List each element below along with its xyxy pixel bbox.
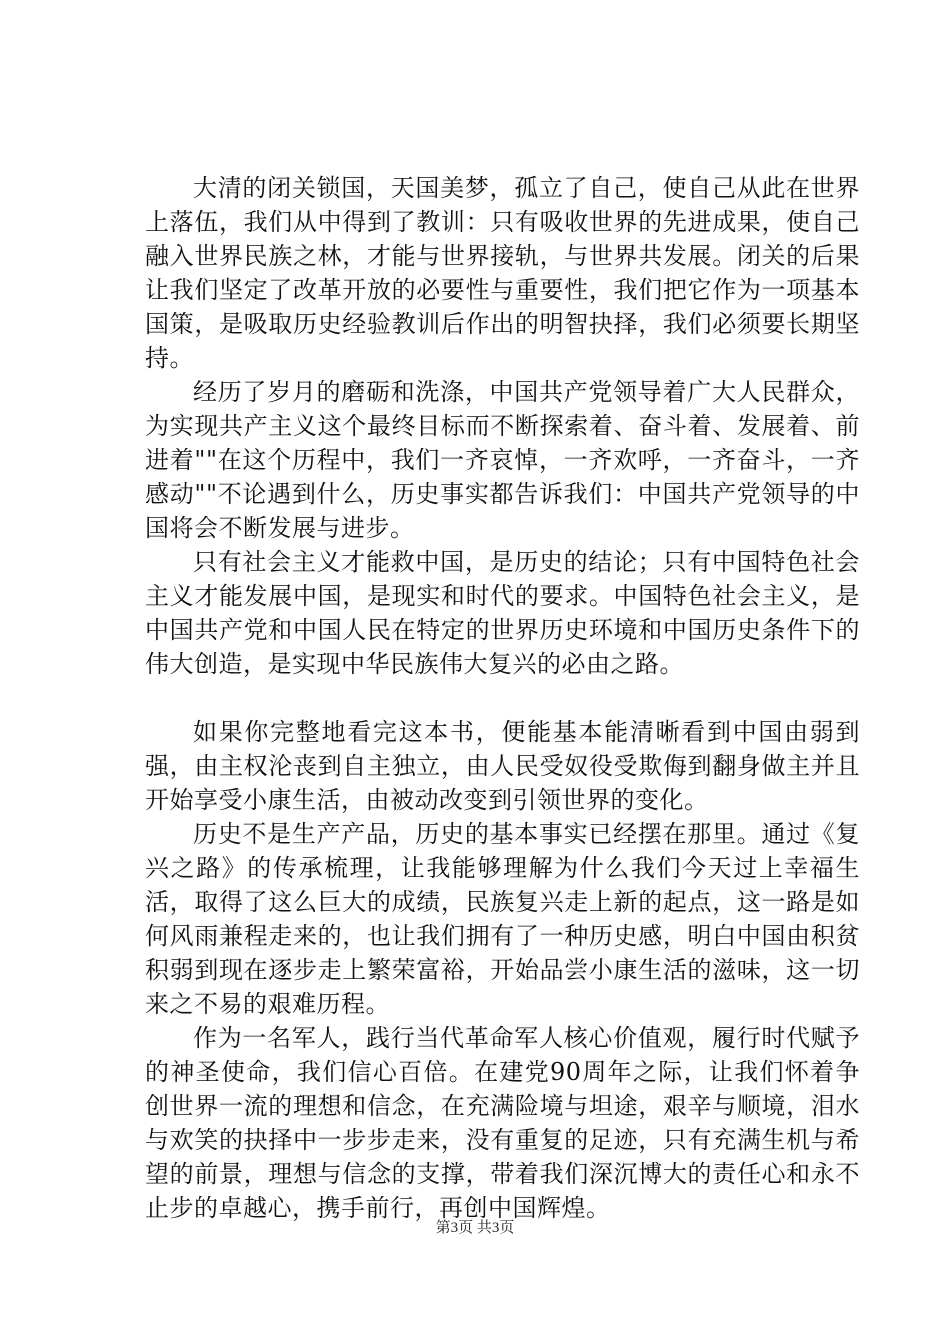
- paragraph-5: 历史不是生产产品，历史的基本事实已经摆在那里。通过《复兴之路》的传承梳理，让我能够理解为什么我们今天过上幸福生活，取得了这么巨大的成绩，民族复兴走上新的起点，这一路是如何风雨兼程走来的，也让我们拥有了一种历史感，明白中国由积贫积弱到现在逐步走上繁荣富裕，开始品尝小康生活的滋味，这一切来之不易的艰难历程。: [145, 820, 860, 1018]
- page-footer: 第3页 共3页: [435, 1220, 515, 1236]
- paragraph-2: 经历了岁月的磨砺和洗涤，中国共产党领导着广大人民群众，为实现共产主义这个最终目标而不断探索着、奋斗着、发展着、前进着""在这个历程中，我们一齐哀悼，一齐欢呼，一齐奋斗，一齐感动""不论遇到什么，历史事实都告诉我们：中国共产党领导的中国将会不断发展与进步。: [145, 378, 860, 542]
- paragraph-4: 如果你完整地看完这本书，便能基本能清晰看到中国由弱到强，由主权沦丧到自主独立，由人民受奴役受欺侮到翻身做主并且开始享受小康生活，由被动改变到引领世界的变化。: [145, 718, 860, 814]
- paragraph-1: 大清的闭关锁国，天国美梦，孤立了自己，使自己从此在世界上落伍，我们从中得到了教训：只有吸收世界的先进成果，使自己融入世界民族之林，才能与世界接轨，与世界共发展。闭关的后果让我们坚定了改革开放的必要性与重要性，我们把它作为一项基本国策，是吸取历史经验教训后作出的明智抉择，我们必须要长期坚持。: [145, 174, 860, 372]
- document-body: [145, 171, 860, 1225]
- paragraph-3: 只有社会主义才能救中国，是历史的结论；只有中国特色社会主义才能发展中国，是现实和时代的要求。中国特色社会主义，是中国共产党和中国人民在特定的世界历史环境和中国历史条件下的伟大创造，是实现中华民族伟大复兴的必由之路。: [145, 548, 860, 678]
- paragraph-6: 作为一名军人，践行当代革命军人核心价值观，履行时代赋予的神圣使命，我们信心百倍。在建党90周年之际，让我们怀着争创世界一流的理想和信念，在充满险境与坦途，艰辛与顺境，泪水与欢笑的抉择中一步步走来，没有重复的足迹，只有充满生机与希望的前景，理想与信念的支撑，带着我们深沉博大的责任心和永不止步的卓越心，携手前行，再创中国辉煌。: [145, 1024, 860, 1222]
- paragraph-spacer: [145, 681, 860, 715]
